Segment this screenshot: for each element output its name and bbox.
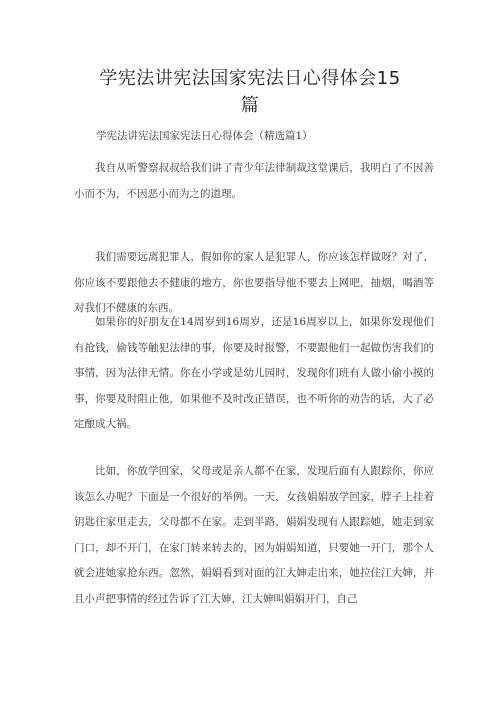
document-title-line-2: 篇 <box>240 95 260 116</box>
document-title-line-1: 学宪法讲宪法国家宪法日心得体会15 <box>99 68 401 89</box>
paragraph: 我自从听警察叔叔给我们讲了青少年法律制裁这堂课后，我明白了不因善小而不为，不因恶小而为之的道理。 <box>74 162 434 200</box>
paragraph: 如果你的好朋友在14周岁到16周岁，还是16周岁以上，如果你发现他们有抢钱，偷钱等触犯法律的事，你要及时报警，不要跟他们一起做伤害我们的事情，因为法律无情。你在小学或是幼儿园时，发现你们班有人做小偷小摸的事，你要及时阻止他，如果他不及时改正错误，也不听你的劝告的话，大了必定酿成大祸。 <box>74 316 434 430</box>
document-subtitle: 学宪法讲宪法国家宪法日心得体会（精选篇1） <box>96 130 313 142</box>
paragraph: 比如，你放学回家，父母或是亲人都不在家，发现后面有人跟踪你，你应该怎么办呢？下面是一个很好的举例。一天，女孩娟娟放学回家，脖子上挂着钥匙往家里走去，父母都不在家。走到半路，娟娟发现有人跟踪她，她走到家门口，却不开门，在家门转来转去的，因为娟娟知道，只要她一开门，那个人就会进她家抢东西。忽然，娟娟看到对面的江大婶走出来，她拉住江大婶，并且小声把事情的经过告诉了江大婶，江大婶叫娟娟开门，自己 <box>74 465 434 605</box>
paragraph: 我们需要远离犯罪人，假如你的家人是犯罪人，你应该怎样做呀？对了，你应该不要跟他去不健康的地方，你也要指导他不要去上网吧，抽烟，喝酒等对我们不健康的东西。 <box>74 251 434 314</box>
